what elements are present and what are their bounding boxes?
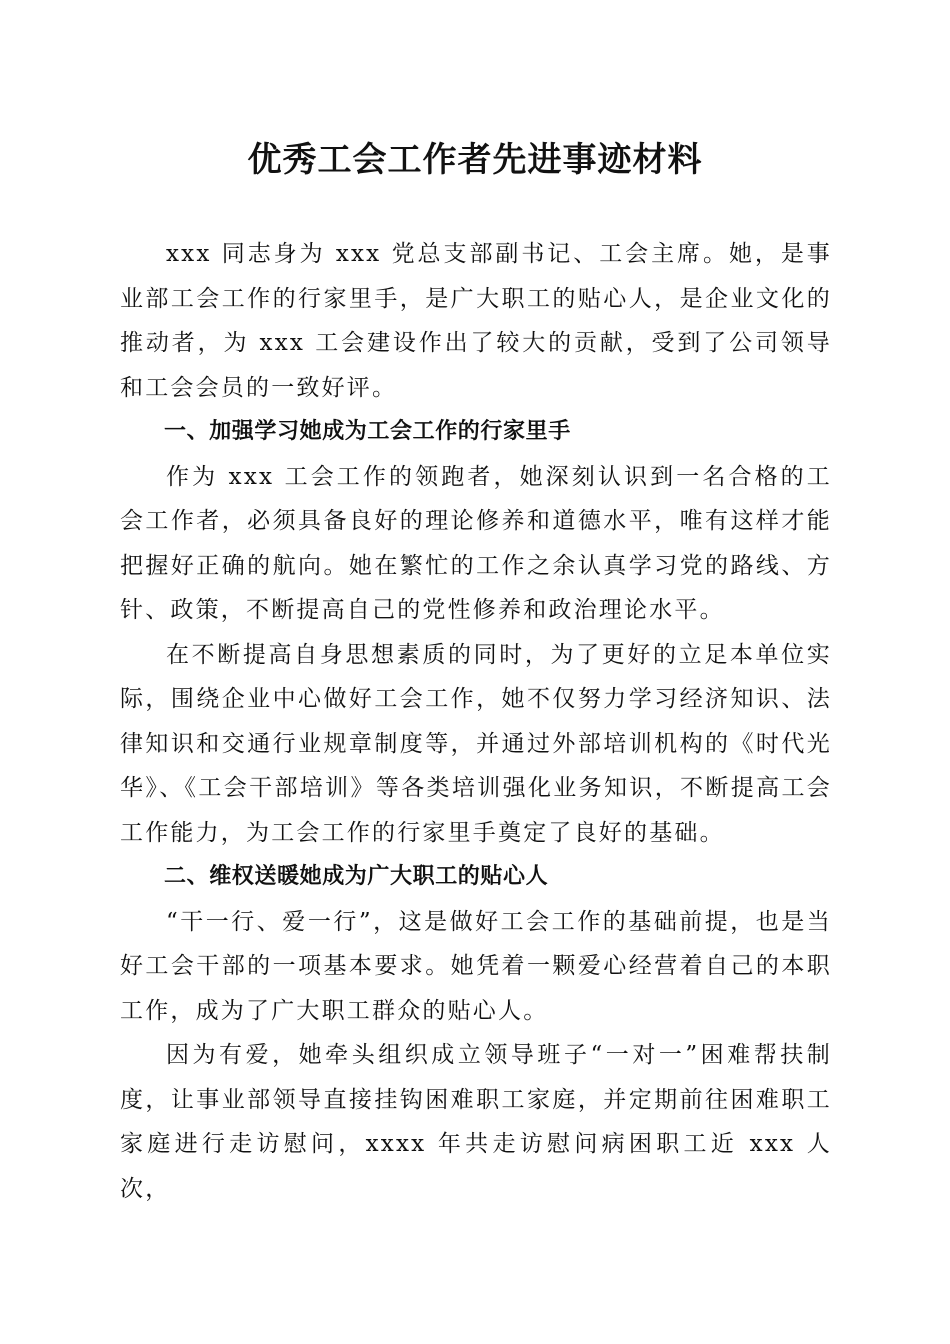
paragraph-section1-b: 在不断提高自身思想素质的同时，为了更好的立足本单位实际，围绕企业中心做好工会工作，她不仅努力学习经济知识、法律知识和交通行业规章制度等，并通过外部培训机构的《时代光华》、《工会干部培训》等各类培训强化业务知识，不断提高工会工作能力，为工会工作的行家里手奠定了良好的基础。 (120, 641, 832, 846)
paragraph-section2-a: “干一行、爱一行”，这是做好工会工作的基础前提，也是当好工会干部的一项基本要求。她凭着一颗爱心经营着自己的本职工作，成为了广大职工群众的贴心人。 (120, 908, 832, 1024)
paragraph-section1-a: 作为 xxx 工会工作的领跑者，她深刻认识到一名合格的工会工作者，必须具备良好的理论修养和道德水平，唯有这样才能把握好正确的航向。她在繁忙的工作之余认真学习党的路线、方针、政策，不断提高自己的党性修养和政治理论水平。 (120, 463, 832, 623)
document-body (120, 232, 832, 1211)
section-heading-1: 一、加强学习她成为工会工作的行家里手 (164, 419, 571, 444)
section-heading-2: 二、维权送暖她成为广大职工的贴心人 (164, 864, 549, 889)
paragraph-intro: xxx 同志身为 xxx 党总支部副书记、工会主席。她，是事业部工会工作的行家里手，是广大职工的贴心人，是企业文化的推动者，为 xxx 工会建设作出了较大的贡献，受到了公司领导和工会会员的一致好评。 (120, 241, 832, 401)
paragraph-section2-b: 因为有爱，她牵头组织成立领导班子“一对一”困难帮扶制度，让事业部领导直接挂钩困难职工家庭，并定期前往困难职工家庭进行走访慰问，xxxx 年共走访慰问病困职工近 xxx 人次， (120, 1042, 832, 1202)
document-title: 优秀工会工作者先进事迹材料 (247, 140, 703, 180)
